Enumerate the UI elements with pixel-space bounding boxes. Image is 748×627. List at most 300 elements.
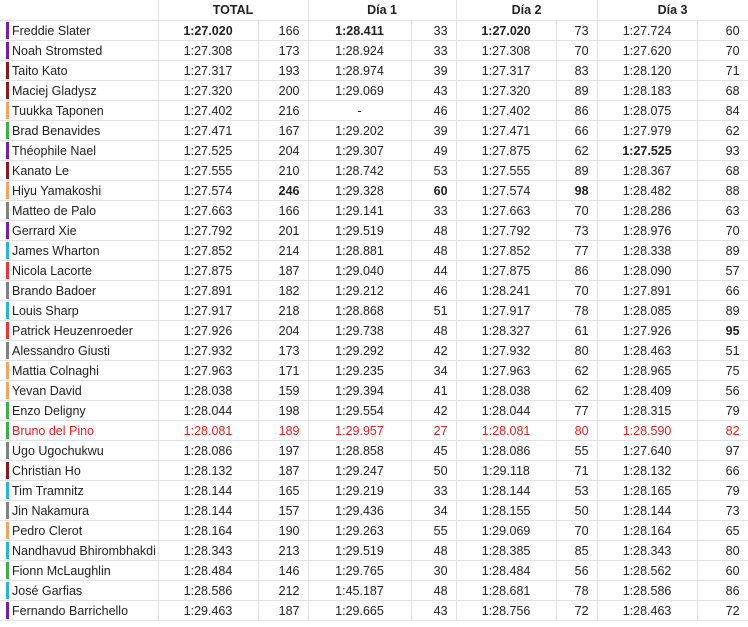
total-points: 187 <box>258 261 308 281</box>
dia1-points: 43 <box>411 601 456 621</box>
total-time: 1:27.020 <box>158 21 258 41</box>
dia1-time: 1:28.868 <box>308 301 411 321</box>
dia2-points: 98 <box>556 181 597 201</box>
dia1-time: 1:29.738 <box>308 321 411 341</box>
dia3-points: 56 <box>697 381 748 401</box>
team-color-bar <box>6 42 9 59</box>
table-row <box>0 121 748 141</box>
dia3-time: 1:28.482 <box>597 181 697 201</box>
total-points: 159 <box>258 381 308 401</box>
dia2-points: 72 <box>556 601 597 621</box>
dia1-time: 1:29.212 <box>308 281 411 301</box>
dia1-points: 51 <box>411 301 456 321</box>
dia3-points: 57 <box>697 261 748 281</box>
driver-name: Jin Nakamura <box>12 503 90 518</box>
dia1-time: 1:28.974 <box>308 61 411 81</box>
driver-name-cell <box>0 401 158 421</box>
total-time: 1:28.081 <box>158 421 258 441</box>
dia1-points: 33 <box>411 481 456 501</box>
total-points: 201 <box>258 221 308 241</box>
dia1-points: 39 <box>411 121 456 141</box>
driver-name-cell <box>0 581 158 601</box>
table-row <box>0 81 748 101</box>
driver-name-cell <box>0 421 158 441</box>
total-points: 166 <box>258 21 308 41</box>
total-points: 165 <box>258 481 308 501</box>
dia3-points: 51 <box>697 341 748 361</box>
driver-name: Maciej Gladysz <box>12 83 97 98</box>
total-time: 1:28.164 <box>158 521 258 541</box>
driver-name-cell <box>0 101 158 121</box>
table-row <box>0 261 748 281</box>
dia2-time: 1:27.555 <box>456 161 556 181</box>
dia3-points: 66 <box>697 281 748 301</box>
dia3-time: 1:28.144 <box>597 501 697 521</box>
driver-name: Bruno del Pino <box>12 423 95 438</box>
total-time: 1:27.875 <box>158 261 258 281</box>
total-time: 1:27.926 <box>158 321 258 341</box>
driver-name-cell <box>0 21 158 41</box>
total-points: 167 <box>258 121 308 141</box>
dia2-points: 70 <box>556 521 597 541</box>
dia2-time: 1:27.963 <box>456 361 556 381</box>
dia3-points: 66 <box>697 461 748 481</box>
total-points: 171 <box>258 361 308 381</box>
team-color-bar <box>6 342 9 359</box>
dia2-time: 1:27.663 <box>456 201 556 221</box>
header-row <box>0 0 748 21</box>
dia1-time: 1:29.519 <box>308 541 411 561</box>
driver-name-cell <box>0 461 158 481</box>
table-row <box>0 41 748 61</box>
total-time: 1:27.471 <box>158 121 258 141</box>
team-color-bar <box>6 482 9 499</box>
total-time: 1:28.086 <box>158 441 258 461</box>
driver-name: Pedro Clerot <box>12 523 83 538</box>
dia3-time: 1:28.343 <box>597 541 697 561</box>
team-color-bar <box>6 202 9 219</box>
total-points: 204 <box>258 321 308 341</box>
dia1-time: 1:29.219 <box>308 481 411 501</box>
driver-name-cell <box>0 201 158 221</box>
dia2-time: 1:27.852 <box>456 241 556 261</box>
total-time: 1:27.792 <box>158 221 258 241</box>
dia2-points: 78 <box>556 301 597 321</box>
table-row <box>0 501 748 521</box>
dia3-points: 86 <box>697 581 748 601</box>
team-color-bar <box>6 82 9 99</box>
dia1-points: 30 <box>411 561 456 581</box>
dia1-time: 1:29.394 <box>308 381 411 401</box>
dia1-points: 50 <box>411 461 456 481</box>
driver-name: Brando Badoer <box>12 283 97 298</box>
dia1-points: 45 <box>411 441 456 461</box>
dia1-points: 42 <box>411 341 456 361</box>
driver-name-cell <box>0 441 158 461</box>
driver-name: Enzo Deligny <box>12 403 86 418</box>
dia2-points: 85 <box>556 541 597 561</box>
driver-name-cell <box>0 361 158 381</box>
dia3-time: 1:27.525 <box>597 141 697 161</box>
dia3-time: 1:27.724 <box>597 21 697 41</box>
driver-name-cell <box>0 141 158 161</box>
driver-name-cell <box>0 321 158 341</box>
dia2-points: 80 <box>556 341 597 361</box>
total-time: 1:27.402 <box>158 101 258 121</box>
dia2-time: 1:27.402 <box>456 101 556 121</box>
dia2-time: 1:29.118 <box>456 461 556 481</box>
dia2-time: 1:27.020 <box>456 21 556 41</box>
dia3-time: 1:27.979 <box>597 121 697 141</box>
total-points: 190 <box>258 521 308 541</box>
dia1-points: 34 <box>411 361 456 381</box>
total-time: 1:27.308 <box>158 41 258 61</box>
dia1-points: 48 <box>411 541 456 561</box>
total-time: 1:28.044 <box>158 401 258 421</box>
driver-name-cell <box>0 481 158 501</box>
dia3-points: 95 <box>697 321 748 341</box>
total-points: 193 <box>258 61 308 81</box>
total-points: 146 <box>258 561 308 581</box>
dia1-points: 46 <box>411 281 456 301</box>
total-time: 1:27.963 <box>158 361 258 381</box>
dia3-points: 65 <box>697 521 748 541</box>
dia2-time: 1:28.086 <box>456 441 556 461</box>
dia2-points: 71 <box>556 461 597 481</box>
total-time: 1:28.484 <box>158 561 258 581</box>
dia2-time: 1:27.792 <box>456 221 556 241</box>
dia1-points: 48 <box>411 221 456 241</box>
total-points: 173 <box>258 341 308 361</box>
dia1-time: 1:29.554 <box>308 401 411 421</box>
dia3-time: 1:28.463 <box>597 341 697 361</box>
table-row <box>0 61 748 81</box>
total-points: 166 <box>258 201 308 221</box>
dia2-time: 1:28.241 <box>456 281 556 301</box>
dia3-points: 63 <box>697 201 748 221</box>
dia1-time: 1:29.235 <box>308 361 411 381</box>
dia3-points: 88 <box>697 181 748 201</box>
dia1-points: 53 <box>411 161 456 181</box>
dia2-time: 1:27.574 <box>456 181 556 201</box>
dia2-time: 1:29.069 <box>456 521 556 541</box>
table-row <box>0 181 748 201</box>
dia2-points: 62 <box>556 381 597 401</box>
total-time: 1:28.586 <box>158 581 258 601</box>
driver-name: Brad Benavides <box>12 123 101 138</box>
driver-name-cell <box>0 521 158 541</box>
dia3-points: 89 <box>697 241 748 261</box>
dia3-time: 1:27.640 <box>597 441 697 461</box>
total-points: 246 <box>258 181 308 201</box>
driver-name-cell <box>0 561 158 581</box>
dia1-time: 1:28.924 <box>308 41 411 61</box>
dia1-time: 1:28.858 <box>308 441 411 461</box>
team-color-bar <box>6 62 9 79</box>
dia1-points: 46 <box>411 101 456 121</box>
dia3-time: 1:27.620 <box>597 41 697 61</box>
total-time: 1:27.891 <box>158 281 258 301</box>
team-color-bar <box>6 282 9 299</box>
driver-name-cell <box>0 181 158 201</box>
driver-name: Ugo Ugochukwu <box>12 443 104 458</box>
total-time: 1:27.574 <box>158 181 258 201</box>
driver-name: Mattia Colnaghi <box>12 363 99 378</box>
dia2-points: 73 <box>556 221 597 241</box>
total-time: 1:28.144 <box>158 501 258 521</box>
team-color-bar <box>6 162 9 179</box>
dia3-time: 1:28.590 <box>597 421 697 441</box>
dia3-time: 1:28.463 <box>597 601 697 621</box>
table-row <box>0 321 748 341</box>
dia3-points: 68 <box>697 161 748 181</box>
dia2-time: 1:27.317 <box>456 61 556 81</box>
team-color-bar <box>6 242 9 259</box>
dia3-time: 1:28.164 <box>597 521 697 541</box>
table-row <box>0 601 748 621</box>
table-row <box>0 21 748 41</box>
table-row <box>0 461 748 481</box>
dia2-time: 1:28.144 <box>456 481 556 501</box>
team-color-bar <box>6 182 9 199</box>
dia3-time: 1:28.965 <box>597 361 697 381</box>
dia1-points: 48 <box>411 321 456 341</box>
total-time: 1:27.525 <box>158 141 258 161</box>
team-color-bar <box>6 382 9 399</box>
dia3-time: 1:28.090 <box>597 261 697 281</box>
dia1-time: 1:29.292 <box>308 341 411 361</box>
dia2-points: 77 <box>556 401 597 421</box>
dia2-points: 78 <box>556 581 597 601</box>
table-row <box>0 161 748 181</box>
dia3-points: 97 <box>697 441 748 461</box>
total-time: 1:27.932 <box>158 341 258 361</box>
dia2-time: 1:28.484 <box>456 561 556 581</box>
total-points: 198 <box>258 401 308 421</box>
total-points: 157 <box>258 501 308 521</box>
dia1-points: 60 <box>411 181 456 201</box>
dia1-time: 1:29.436 <box>308 501 411 521</box>
dia1-points: 48 <box>411 581 456 601</box>
dia3-points: 70 <box>697 41 748 61</box>
dia2-points: 83 <box>556 61 597 81</box>
dia2-points: 56 <box>556 561 597 581</box>
driver-name-cell <box>0 221 158 241</box>
total-points: 173 <box>258 41 308 61</box>
driver-name: Fionn McLaughlin <box>12 563 111 578</box>
driver-name-cell <box>0 81 158 101</box>
driver-name: Tuukka Taponen <box>12 103 104 118</box>
total-points: 197 <box>258 441 308 461</box>
total-points: 212 <box>258 581 308 601</box>
dia3-time: 1:28.586 <box>597 581 697 601</box>
team-color-bar <box>6 462 9 479</box>
dia2-points: 73 <box>556 21 597 41</box>
dia1-time: 1:29.765 <box>308 561 411 581</box>
team-color-bar <box>6 602 9 619</box>
dia3-points: 75 <box>697 361 748 381</box>
table-row <box>0 141 748 161</box>
table-row <box>0 201 748 221</box>
driver-name: Matteo de Palo <box>12 203 97 218</box>
dia1-time: 1:29.519 <box>308 221 411 241</box>
driver-name: Louis Sharp <box>12 303 79 318</box>
dia1-points: 55 <box>411 521 456 541</box>
dia2-points: 70 <box>556 41 597 61</box>
team-color-bar <box>6 542 9 559</box>
dia3-points: 80 <box>697 541 748 561</box>
driver-name-cell <box>0 61 158 81</box>
driver-name: José Garfias <box>12 583 83 598</box>
dia2-points: 70 <box>556 201 597 221</box>
dia1-points: 33 <box>411 21 456 41</box>
dia1-time: 1:28.742 <box>308 161 411 181</box>
dia3-time: 1:27.891 <box>597 281 697 301</box>
team-color-bar <box>6 522 9 539</box>
dia2-time: 1:28.681 <box>456 581 556 601</box>
dia1-points: 33 <box>411 201 456 221</box>
driver-name-cell <box>0 601 158 621</box>
team-color-bar <box>6 222 9 239</box>
driver-name: Kanato Le <box>12 163 69 178</box>
driver-name-cell <box>0 541 158 561</box>
dia3-time: 1:27.926 <box>597 321 697 341</box>
team-color-bar <box>6 102 9 119</box>
driver-name: Nandhavud Bhirombhakdi <box>12 543 156 558</box>
table-row <box>0 361 748 381</box>
driver-name: Tim Tramnitz <box>12 483 84 498</box>
total-points: 187 <box>258 461 308 481</box>
total-time: 1:27.320 <box>158 81 258 101</box>
dia2-points: 89 <box>556 81 597 101</box>
total-points: 189 <box>258 421 308 441</box>
driver-name: Nicola Lacorte <box>12 263 92 278</box>
dia2-time: 1:28.038 <box>456 381 556 401</box>
header-name <box>0 0 158 21</box>
dia3-points: 72 <box>697 601 748 621</box>
dia1-time: 1:29.141 <box>308 201 411 221</box>
driver-name-cell <box>0 41 158 61</box>
driver-name: Freddie Slater <box>12 23 91 38</box>
table-row <box>0 281 748 301</box>
dia1-time: 1:29.202 <box>308 121 411 141</box>
dia3-time: 1:28.315 <box>597 401 697 421</box>
dia3-points: 60 <box>697 561 748 581</box>
dia1-points: 44 <box>411 261 456 281</box>
driver-name: Hiyu Yamakoshi <box>12 183 102 198</box>
dia2-time: 1:27.917 <box>456 301 556 321</box>
dia3-points: 68 <box>697 81 748 101</box>
driver-name: Patrick Heuzenroeder <box>12 323 133 338</box>
dia3-points: 79 <box>697 401 748 421</box>
driver-name: Fernando Barrichello <box>12 603 129 618</box>
dia1-points: 33 <box>411 41 456 61</box>
dia1-points: 41 <box>411 381 456 401</box>
driver-name: James Wharton <box>12 243 100 258</box>
table-row <box>0 241 748 261</box>
dia1-points: 27 <box>411 421 456 441</box>
total-time: 1:28.132 <box>158 461 258 481</box>
dia2-time: 1:27.320 <box>456 81 556 101</box>
driver-name-cell <box>0 261 158 281</box>
driver-name: Alessandro Giusti <box>12 343 110 358</box>
dia1-time: 1:29.263 <box>308 521 411 541</box>
total-time: 1:28.343 <box>158 541 258 561</box>
dia3-points: 73 <box>697 501 748 521</box>
team-color-bar <box>6 142 9 159</box>
dia2-time: 1:28.044 <box>456 401 556 421</box>
table-row <box>0 101 748 121</box>
total-time: 1:28.038 <box>158 381 258 401</box>
dia1-time: 1:28.411 <box>308 21 411 41</box>
dia2-points: 61 <box>556 321 597 341</box>
driver-name-cell <box>0 241 158 261</box>
dia3-time: 1:28.132 <box>597 461 697 481</box>
dia1-time: 1:28.881 <box>308 241 411 261</box>
dia3-time: 1:28.183 <box>597 81 697 101</box>
driver-name: Théophile Nael <box>12 143 97 158</box>
dia2-time: 1:28.756 <box>456 601 556 621</box>
driver-name: Yevan David <box>12 383 82 398</box>
driver-name-cell <box>0 501 158 521</box>
dia3-time: 1:28.286 <box>597 201 697 221</box>
table-row <box>0 561 748 581</box>
driver-name: Christian Ho <box>12 463 81 478</box>
dia2-time: 1:27.875 <box>456 261 556 281</box>
team-color-bar <box>6 422 9 439</box>
dia3-points: 71 <box>697 61 748 81</box>
dia2-points: 62 <box>556 141 597 161</box>
dia3-time: 1:28.562 <box>597 561 697 581</box>
driver-name-cell <box>0 281 158 301</box>
dia1-points: 49 <box>411 141 456 161</box>
team-color-bar <box>6 582 9 599</box>
dia3-time: 1:28.120 <box>597 61 697 81</box>
dia3-points: 62 <box>697 121 748 141</box>
total-time: 1:28.144 <box>158 481 258 501</box>
team-color-bar <box>6 322 9 339</box>
total-points: 200 <box>258 81 308 101</box>
dia1-points: 43 <box>411 81 456 101</box>
header-total: TOTAL <box>158 0 308 21</box>
dia2-time: 1:27.471 <box>456 121 556 141</box>
dia2-points: 86 <box>556 261 597 281</box>
dia2-time: 1:28.155 <box>456 501 556 521</box>
dia1-points: 39 <box>411 61 456 81</box>
total-points: 210 <box>258 161 308 181</box>
dia1-time: 1:29.307 <box>308 141 411 161</box>
driver-name-cell <box>0 161 158 181</box>
table-row <box>0 381 748 401</box>
dia2-time: 1:28.327 <box>456 321 556 341</box>
table-row <box>0 481 748 501</box>
dia2-points: 53 <box>556 481 597 501</box>
dia3-time: 1:28.165 <box>597 481 697 501</box>
dia1-time: 1:29.247 <box>308 461 411 481</box>
dia2-points: 50 <box>556 501 597 521</box>
dia3-points: 60 <box>697 21 748 41</box>
dia1-points: 48 <box>411 241 456 261</box>
dia3-time: 1:28.976 <box>597 221 697 241</box>
header-dia2: Día 2 <box>456 0 597 21</box>
driver-name: Gerrard Xie <box>12 223 77 238</box>
team-color-bar <box>6 362 9 379</box>
total-time: 1:27.555 <box>158 161 258 181</box>
total-time: 1:27.663 <box>158 201 258 221</box>
dia2-points: 89 <box>556 161 597 181</box>
total-points: 213 <box>258 541 308 561</box>
team-color-bar <box>6 262 9 279</box>
